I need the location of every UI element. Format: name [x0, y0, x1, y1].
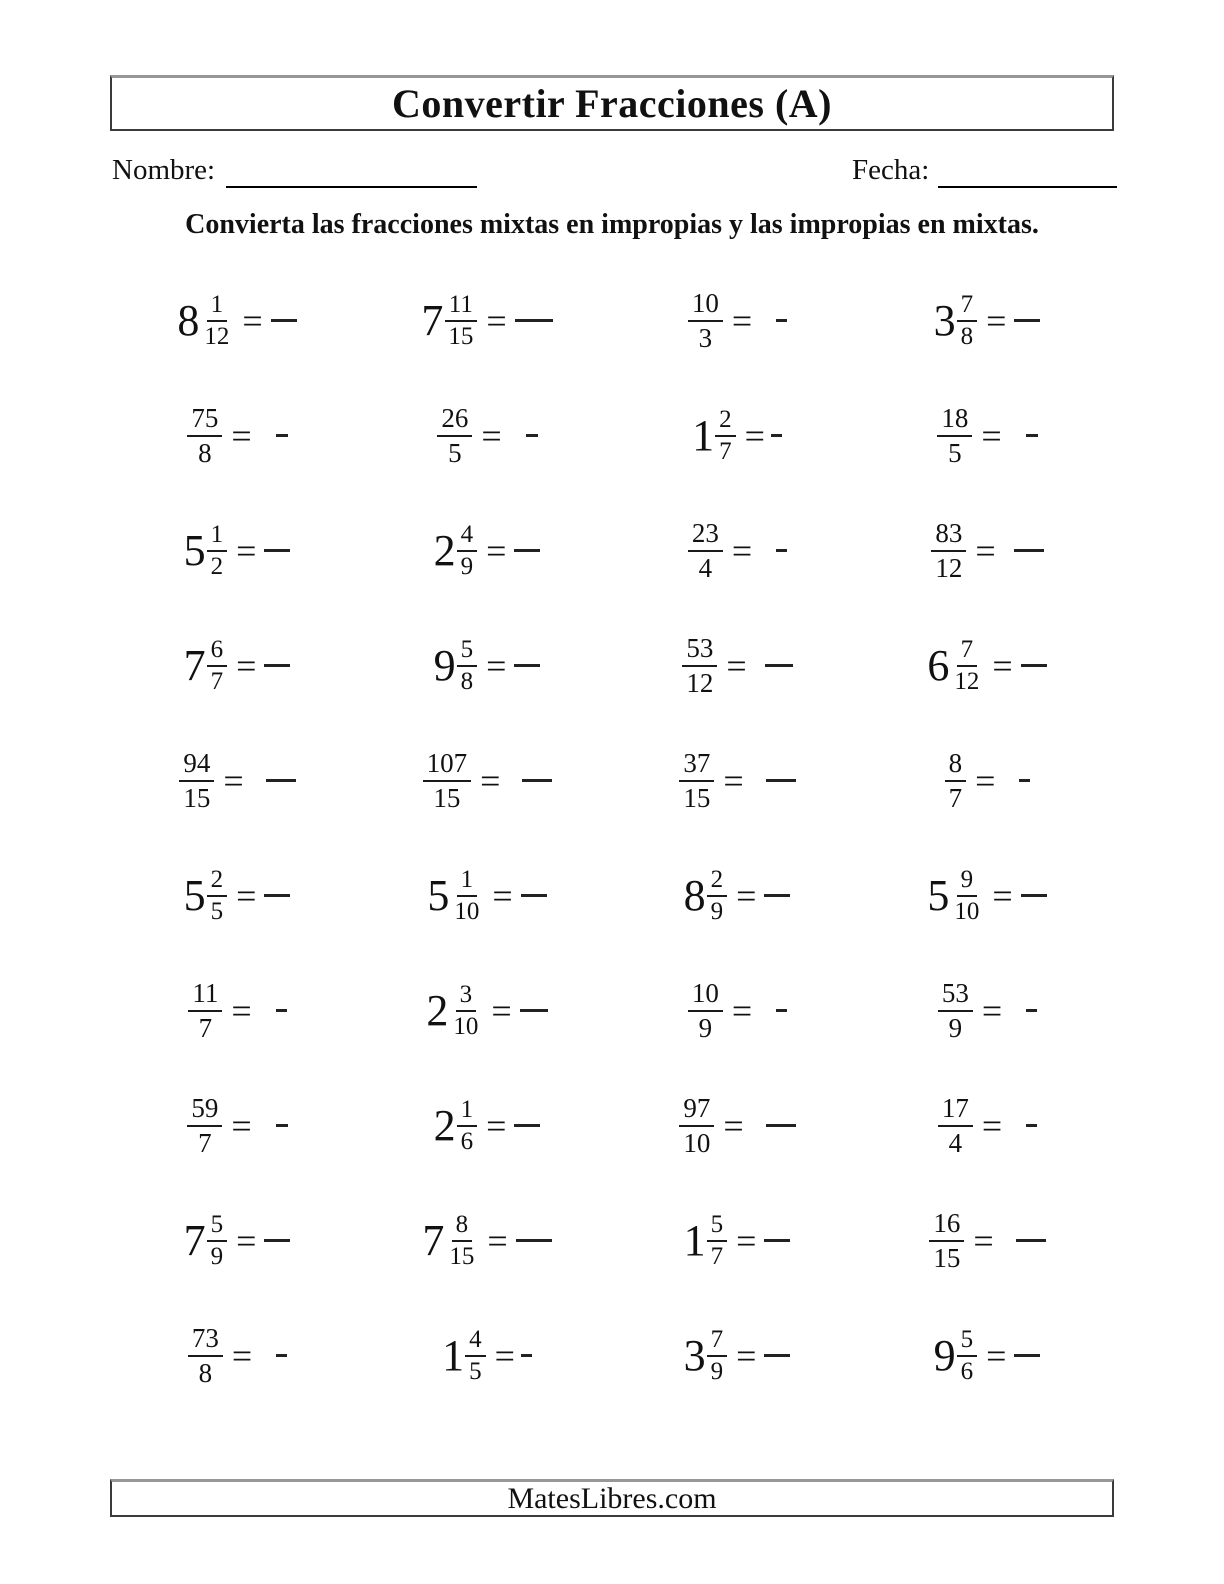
- fraction-numerator: 17: [938, 1093, 973, 1126]
- answer-blank: [1026, 1009, 1037, 1012]
- equals-sign: =: [480, 760, 501, 801]
- fraction: [957, 1326, 978, 1386]
- mixed-whole-number: 7: [183, 1215, 206, 1265]
- fraction-denominator: 9: [210, 1242, 224, 1270]
- equals-sign: =: [975, 530, 996, 571]
- name-write-line: [226, 186, 477, 188]
- answer-blank: [771, 434, 782, 437]
- answer-blank: [276, 1009, 287, 1012]
- fraction-numerator: 5: [707, 1211, 728, 1242]
- fraction: [207, 636, 228, 696]
- fraction-denominator: 10: [454, 897, 480, 925]
- problem-r8c3: [612, 1068, 862, 1183]
- answer-blank: [514, 664, 540, 667]
- answer-blank: [1026, 1124, 1037, 1127]
- answer-blank: [526, 434, 538, 437]
- fraction-denominator: 7: [198, 1012, 213, 1043]
- fraction: [688, 288, 723, 352]
- page-title: Convertir Fracciones (A): [391, 81, 832, 126]
- equals-sign: =: [494, 1335, 515, 1376]
- problem-r1c2: [362, 263, 612, 378]
- fraction: [465, 1326, 486, 1386]
- equals-sign: =: [487, 1220, 508, 1261]
- fraction-denominator: 7: [948, 782, 963, 813]
- fraction: [179, 748, 214, 812]
- fraction-numerator: 9: [957, 866, 978, 897]
- answer-blank: [764, 1354, 790, 1357]
- fraction-denominator: 9: [948, 1012, 963, 1043]
- fraction-denominator: 9: [698, 1012, 713, 1043]
- fraction-numerator: 2: [207, 866, 228, 897]
- fraction-denominator: 10: [954, 897, 980, 925]
- equals-sign: =: [223, 760, 244, 801]
- answer-blank: [764, 1239, 790, 1242]
- equals-sign: =: [723, 760, 744, 801]
- fraction-denominator: 5: [469, 1357, 482, 1385]
- answer-blank: [521, 1354, 532, 1357]
- fraction-denominator: 15: [449, 1242, 475, 1270]
- fraction: [707, 866, 728, 926]
- fraction-denominator: 8: [198, 437, 212, 468]
- fraction: [207, 1211, 228, 1271]
- fraction: [457, 521, 478, 581]
- fraction-numerator: 5: [207, 1211, 228, 1242]
- answer-blank: [516, 1239, 552, 1242]
- fraction-numerator: 2: [715, 406, 736, 437]
- fraction-denominator: 15: [933, 1242, 961, 1273]
- fraction-numerator: 3: [456, 981, 477, 1012]
- fraction-numerator: 94: [179, 748, 214, 781]
- answer-blank: [1026, 434, 1038, 437]
- problem-r10c4: [862, 1298, 1112, 1413]
- fraction-numerator: 1: [207, 521, 228, 552]
- fraction-numerator: 1: [457, 866, 478, 897]
- fraction: [707, 1211, 728, 1271]
- fraction: [688, 978, 723, 1042]
- fraction-numerator: 73: [188, 1323, 223, 1356]
- problem-r6c2: [362, 838, 612, 953]
- mixed-whole-number: 8: [177, 295, 200, 345]
- answer-blank: [1014, 1354, 1040, 1357]
- equals-sign: =: [481, 415, 502, 456]
- problem-r6c3: [612, 838, 862, 953]
- answer-blank: [1021, 664, 1047, 667]
- fraction-denominator: 15: [448, 322, 474, 350]
- problem-r8c1: [112, 1068, 362, 1183]
- problem-r5c4: [862, 723, 1112, 838]
- equals-sign: =: [975, 760, 996, 801]
- problem-r5c2: [362, 723, 612, 838]
- fraction-denominator: 12: [935, 552, 963, 583]
- fraction: [437, 403, 472, 467]
- equals-sign: =: [731, 300, 753, 341]
- answer-blank: [766, 1124, 796, 1127]
- equals-sign: =: [981, 415, 1002, 456]
- answer-blank: [521, 894, 547, 897]
- equals-sign: =: [986, 1335, 1007, 1376]
- fraction: [957, 291, 978, 351]
- equals-sign: =: [486, 1105, 507, 1146]
- equals-sign: =: [744, 415, 765, 456]
- equals-sign: =: [486, 300, 507, 341]
- fraction-denominator: 5: [948, 437, 962, 468]
- fraction-numerator: 75: [187, 403, 222, 436]
- footer-site-name: MatesLibres.com: [507, 1481, 717, 1515]
- mixed-whole-number: 5: [927, 870, 950, 920]
- answer-blank: [1014, 319, 1040, 322]
- problem-r2c3: [612, 378, 862, 493]
- fraction: [450, 866, 483, 926]
- footer-box: [110, 1479, 1114, 1517]
- mixed-whole-number: 9: [433, 640, 456, 690]
- fraction: [187, 403, 222, 467]
- answer-blank: [1014, 549, 1044, 552]
- equals-sign: =: [731, 530, 753, 571]
- fraction: [188, 978, 222, 1042]
- mixed-whole-number: 1: [692, 410, 715, 460]
- fraction: [688, 518, 723, 582]
- fraction-numerator: 53: [938, 978, 973, 1011]
- fraction-numerator: 5: [457, 636, 478, 667]
- fraction-denominator: 12: [686, 667, 714, 698]
- equals-sign: =: [731, 990, 753, 1031]
- answer-blank: [264, 1239, 290, 1242]
- fraction-numerator: 2: [707, 866, 728, 897]
- fraction-denominator: 8: [198, 1357, 213, 1388]
- fraction-denominator: 8: [460, 667, 474, 695]
- fraction-numerator: 97: [679, 1093, 714, 1126]
- answer-blank: [264, 549, 290, 552]
- fraction-denominator: 12: [954, 667, 980, 695]
- fraction-numerator: 4: [457, 521, 478, 552]
- problem-r10c1: [112, 1298, 362, 1413]
- answer-blank: [776, 549, 787, 552]
- fraction-numerator: 7: [707, 1326, 728, 1357]
- fraction-denominator: 5: [210, 897, 224, 925]
- fraction-numerator: 107: [423, 748, 472, 781]
- answer-blank: [765, 664, 793, 667]
- equals-sign: =: [986, 300, 1007, 341]
- fraction: [679, 748, 714, 812]
- equals-sign: =: [236, 875, 257, 916]
- problem-r8c4: [862, 1068, 1112, 1183]
- fraction: [938, 1093, 973, 1157]
- problem-r3c3: [612, 493, 862, 608]
- equals-sign: =: [736, 1220, 757, 1261]
- fraction: [207, 521, 228, 581]
- equals-sign: =: [231, 415, 252, 456]
- equals-sign: =: [981, 990, 1003, 1031]
- mixed-whole-number: 5: [183, 870, 206, 920]
- fraction-denominator: 15: [183, 782, 211, 813]
- problem-r3c4: [862, 493, 1112, 608]
- mixed-whole-number: 2: [426, 985, 449, 1035]
- instruction-text: Convierta las fracciones mixtas en impropias y las impropias en mixtas.: [185, 209, 1039, 240]
- mixed-whole-number: 7: [422, 1215, 445, 1265]
- fraction-numerator: 26: [437, 403, 472, 436]
- fraction-denominator: 12: [204, 322, 230, 350]
- fraction-numerator: 8: [452, 1211, 473, 1242]
- fraction-numerator: 16: [929, 1208, 964, 1241]
- fraction-numerator: 1: [207, 291, 228, 322]
- answer-blank: [271, 319, 297, 322]
- fraction-numerator: 83: [931, 518, 966, 551]
- answer-blank: [514, 549, 540, 552]
- problem-r5c1: [112, 723, 362, 838]
- mixed-whole-number: 3: [933, 295, 956, 345]
- answer-blank: [776, 1009, 787, 1012]
- answer-blank: [764, 894, 790, 897]
- fraction: [449, 981, 482, 1041]
- equals-sign: =: [236, 530, 257, 571]
- fraction-denominator: 6: [960, 1357, 974, 1385]
- answer-blank: [520, 1009, 548, 1012]
- fraction-denominator: 2: [210, 552, 224, 580]
- fraction: [200, 291, 233, 351]
- answer-blank: [266, 779, 296, 782]
- equals-sign: =: [736, 1335, 757, 1376]
- answer-blank: [1016, 1239, 1046, 1242]
- fraction: [445, 1211, 478, 1271]
- equals-sign: =: [486, 645, 507, 686]
- fraction-denominator: 7: [710, 1242, 724, 1270]
- answer-blank: [514, 1124, 540, 1127]
- problem-r9c4: [862, 1183, 1112, 1298]
- mixed-whole-number: 2: [433, 525, 456, 575]
- fraction: [207, 866, 228, 926]
- fraction: [950, 866, 983, 926]
- answer-blank: [766, 779, 796, 782]
- fraction-numerator: 8: [945, 748, 967, 781]
- fraction-numerator: 7: [957, 291, 978, 322]
- fraction: [679, 1093, 714, 1157]
- answer-blank: [1021, 894, 1047, 897]
- fraction-denominator: 15: [433, 782, 461, 813]
- problem-r4c1: [112, 608, 362, 723]
- fraction: [950, 636, 983, 696]
- equals-sign: =: [981, 1105, 1003, 1146]
- date-label: Fecha:: [852, 154, 930, 186]
- mixed-whole-number: 5: [183, 525, 206, 575]
- fraction-denominator: 9: [710, 897, 724, 925]
- fraction: [187, 1093, 222, 1157]
- fraction-denominator: 10: [683, 1127, 711, 1158]
- answer-blank: [276, 1124, 288, 1127]
- problem-r2c2: [362, 378, 612, 493]
- problem-r3c1: [112, 493, 362, 608]
- problem-r4c4: [862, 608, 1112, 723]
- fraction: [457, 636, 478, 696]
- worksheet-title-box: [110, 75, 1114, 131]
- equals-sign: =: [231, 1335, 253, 1376]
- fraction-denominator: 7: [210, 667, 224, 695]
- equals-sign: =: [231, 1105, 252, 1146]
- mixed-whole-number: 8: [683, 870, 706, 920]
- fraction-numerator: 11: [188, 978, 222, 1011]
- fraction-denominator: 10: [453, 1012, 479, 1040]
- mixed-whole-number: 1: [442, 1330, 465, 1380]
- problem-r2c4: [862, 378, 1112, 493]
- fraction-numerator: 23: [688, 518, 723, 551]
- equals-sign: =: [491, 990, 512, 1031]
- problem-r1c4: [862, 263, 1112, 378]
- equals-sign: =: [236, 645, 257, 686]
- problem-r9c3: [612, 1183, 862, 1298]
- mixed-whole-number: 9: [933, 1330, 956, 1380]
- answer-blank: [522, 779, 552, 782]
- problem-r6c4: [862, 838, 1112, 953]
- fraction-denominator: 6: [460, 1127, 474, 1155]
- fraction: [929, 1208, 964, 1272]
- fraction-numerator: 11: [445, 291, 477, 322]
- problem-r5c3: [612, 723, 862, 838]
- fraction: [457, 1096, 478, 1156]
- fraction-numerator: 59: [187, 1093, 222, 1126]
- fraction: [444, 291, 477, 351]
- fraction-numerator: 37: [679, 748, 714, 781]
- fraction-denominator: 8: [960, 322, 974, 350]
- problem-r8c2: [362, 1068, 612, 1183]
- problem-r7c4: [862, 953, 1112, 1068]
- answer-blank: [515, 319, 553, 322]
- fraction-numerator: 1: [457, 1096, 478, 1127]
- answer-blank: [1019, 779, 1030, 782]
- name-label: Nombre:: [112, 154, 216, 186]
- fraction: [931, 518, 966, 582]
- fraction-numerator: 53: [682, 633, 717, 666]
- fraction: [682, 633, 717, 697]
- problem-r4c2: [362, 608, 612, 723]
- problem-r2c1: [112, 378, 362, 493]
- equals-sign: =: [486, 530, 507, 571]
- problem-r7c2: [362, 953, 612, 1068]
- fraction: [707, 1326, 728, 1386]
- fraction-denominator: 7: [719, 437, 732, 465]
- equals-sign: =: [242, 300, 263, 341]
- answer-blank: [776, 319, 787, 322]
- fraction-numerator: 5: [957, 1326, 978, 1357]
- equals-sign: =: [236, 1220, 257, 1261]
- mixed-whole-number: 1: [683, 1215, 706, 1265]
- mixed-whole-number: 5: [427, 870, 450, 920]
- answer-blank: [276, 1354, 287, 1357]
- problem-r6c1: [112, 838, 362, 953]
- equals-sign: =: [231, 990, 252, 1031]
- equals-sign: =: [992, 645, 1013, 686]
- fraction-denominator: 15: [683, 782, 711, 813]
- equals-sign: =: [492, 875, 513, 916]
- equals-sign: =: [723, 1105, 744, 1146]
- fraction-numerator: 10: [688, 978, 723, 1011]
- problem-r9c1: [112, 1183, 362, 1298]
- equals-sign: =: [736, 875, 757, 916]
- fraction-denominator: 4: [948, 1127, 963, 1158]
- mixed-whole-number: 6: [927, 640, 950, 690]
- answer-blank: [264, 894, 290, 897]
- problem-r10c2: [362, 1298, 612, 1413]
- mixed-whole-number: 7: [421, 295, 444, 345]
- problem-r10c3: [612, 1298, 862, 1413]
- fraction-numerator: 7: [957, 636, 978, 667]
- fraction: [423, 748, 472, 812]
- problem-r9c2: [362, 1183, 612, 1298]
- fraction: [188, 1323, 223, 1387]
- fraction: [938, 978, 973, 1042]
- fraction-denominator: 9: [460, 552, 474, 580]
- fraction-numerator: 4: [465, 1326, 486, 1357]
- fraction: [937, 403, 972, 467]
- problem-r4c3: [612, 608, 862, 723]
- mixed-whole-number: 3: [683, 1330, 706, 1380]
- answer-blank: [264, 664, 290, 667]
- fraction-numerator: 18: [937, 403, 972, 436]
- problem-r7c3: [612, 953, 862, 1068]
- date-write-line: [938, 186, 1117, 188]
- problem-r7c1: [112, 953, 362, 1068]
- problems-grid: [112, 263, 1112, 1413]
- fraction-denominator: 7: [198, 1127, 212, 1158]
- equals-sign: =: [726, 645, 747, 686]
- fraction-numerator: 6: [207, 636, 228, 667]
- fraction-denominator: 3: [698, 322, 713, 353]
- answer-blank: [276, 434, 288, 437]
- problem-r3c2: [362, 493, 612, 608]
- fraction-numerator: 10: [688, 288, 723, 321]
- problem-r1c1: [112, 263, 362, 378]
- fraction-denominator: 9: [710, 1357, 724, 1385]
- fraction-denominator: 5: [448, 437, 462, 468]
- mixed-whole-number: 7: [183, 640, 206, 690]
- equals-sign: =: [992, 875, 1013, 916]
- fraction: [715, 406, 736, 466]
- problem-r1c3: [612, 263, 862, 378]
- equals-sign: =: [973, 1220, 994, 1261]
- fraction-denominator: 4: [698, 552, 713, 583]
- mixed-whole-number: 2: [433, 1100, 456, 1150]
- fraction: [945, 748, 967, 812]
